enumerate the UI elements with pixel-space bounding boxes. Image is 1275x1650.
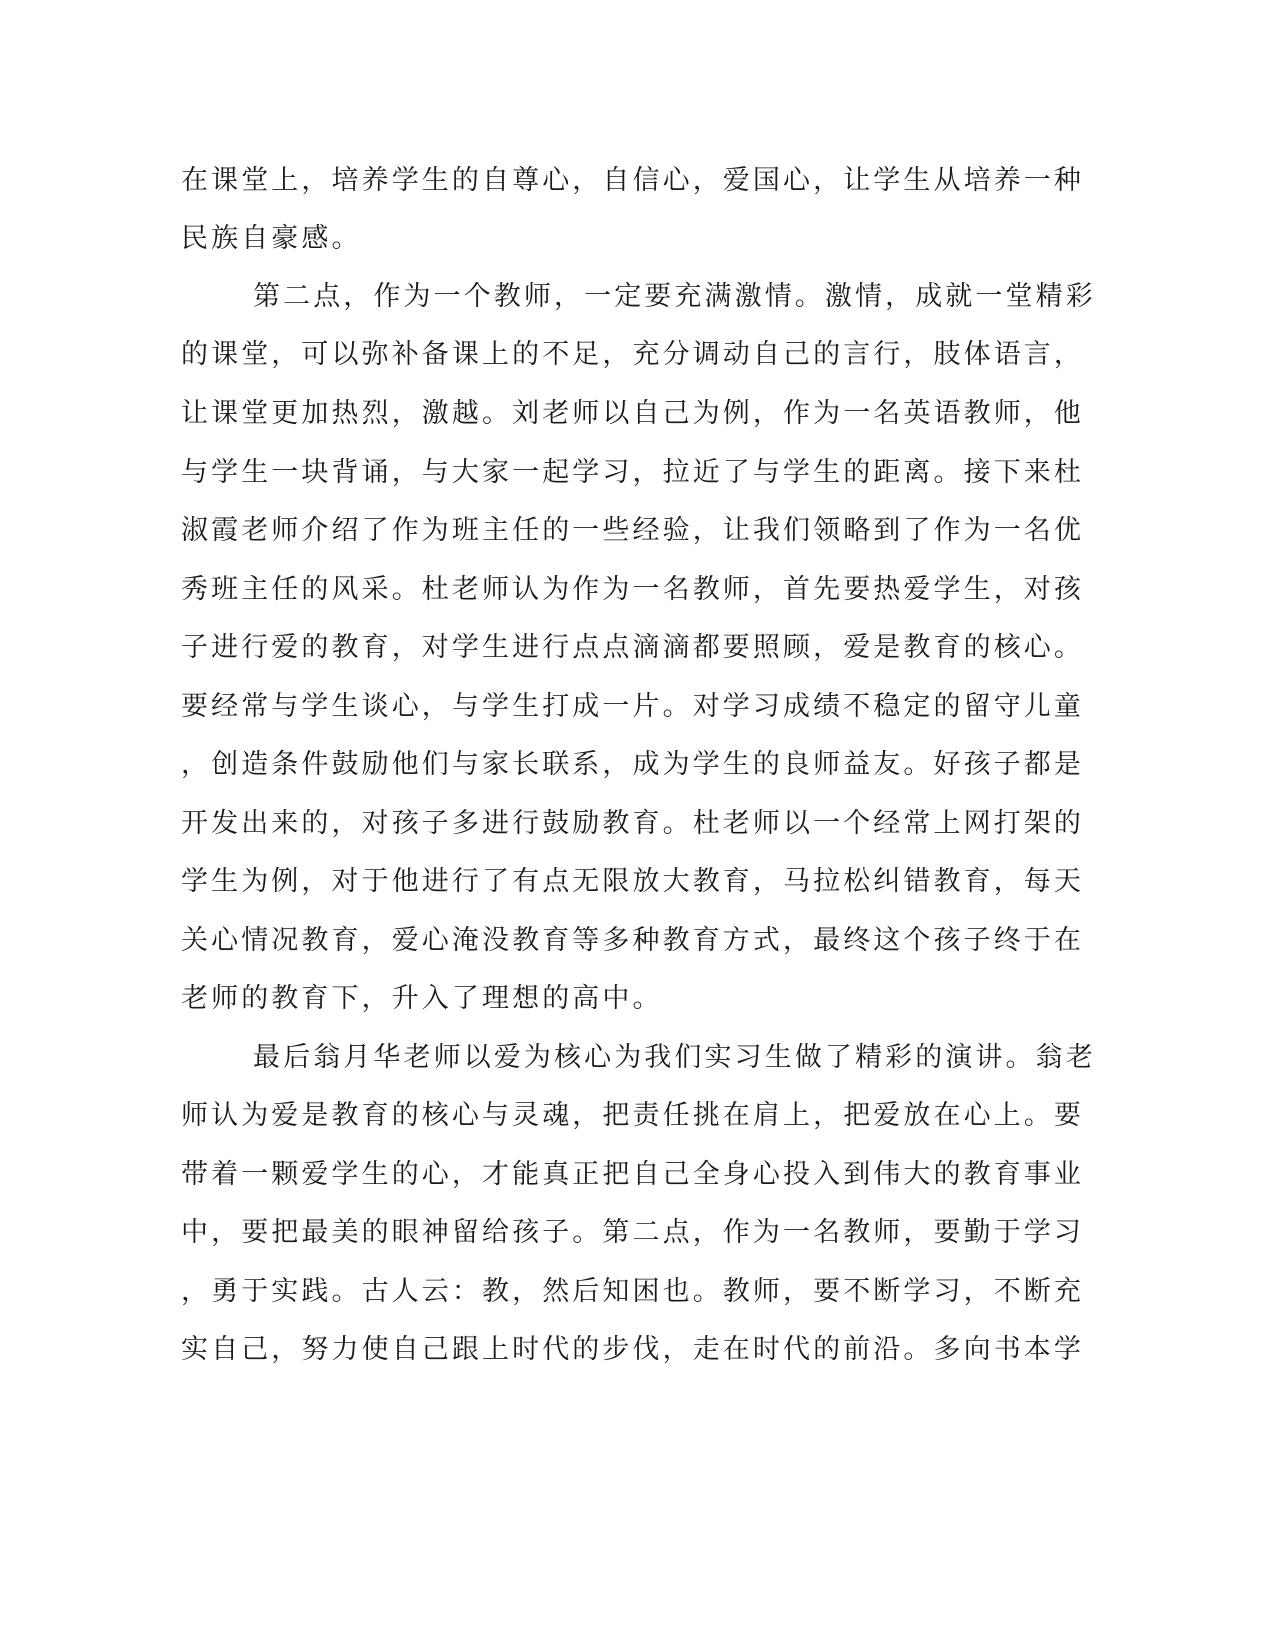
text-line: 老师的教育下，升入了理想的高中。	[181, 983, 663, 1014]
text-line: 秀班主任的风采。杜老师认为作为一名教师，首先要热爱学生，对孩	[181, 574, 1084, 605]
text-line: ，勇于实践。古人云：教，然后知困也。教师，要不断学习，不断充	[181, 1276, 1084, 1307]
text-line: 子进行爱的教育，对学生进行点点滴滴都要照顾，爱是教育的核心。	[181, 632, 1084, 663]
text-line: 民族自豪感。	[181, 223, 362, 254]
text-line: 实自己，努力使自己跟上时代的步伐，走在时代的前沿。多向书本学	[181, 1334, 1084, 1365]
text-line: 师认为爱是教育的核心与灵魂，把责任挑在肩上，把爱放在心上。要	[181, 1100, 1084, 1131]
paragraph-first-line: 最后翁月华老师以爱为核心为我们实习生做了精彩的演讲。翁老	[253, 1042, 1096, 1073]
text-line: 与学生一块背诵，与大家一起学习，拉近了与学生的距离。接下来杜	[181, 457, 1084, 488]
text-line: 要经常与学生谈心，与学生打成一片。对学习成绩不稳定的留守儿童	[181, 691, 1084, 722]
text-line: 让课堂更加热烈，激越。刘老师以自己为例，作为一名英语教师，他	[181, 398, 1084, 429]
text-line: 带着一颗爱学生的心，才能真正把自己全身心投入到伟大的教育事业	[181, 1159, 1084, 1190]
text-line: 关心情况教育，爱心淹没教育等多种教育方式，最终这个孩子终于在	[181, 925, 1084, 956]
paragraph-first-line: 第二点，作为一个教师，一定要充满激情。激情，成就一堂精彩	[253, 281, 1096, 312]
text-line: 开发出来的，对孩子多进行鼓励教育。杜老师以一个经常上网打架的	[181, 808, 1084, 839]
text-line: 的课堂，可以弥补备课上的不足，充分调动自己的言行，肢体语言，	[181, 339, 1084, 370]
text-line: 在课堂上，培养学生的自尊心，自信心，爱国心，让学生从培养一种	[181, 165, 1084, 196]
text-line: 淑霞老师介绍了作为班主任的一些经验，让我们领略到了作为一名优	[181, 515, 1084, 546]
text-line: 学生为例，对于他进行了有点无限放大教育，马拉松纠错教育，每天	[181, 866, 1084, 897]
text-line: 中，要把最美的眼神留给孩子。第二点，作为一名教师，要勤于学习	[181, 1217, 1084, 1248]
text-line: ，创造条件鼓励他们与家长联系，成为学生的良师益友。好孩子都是	[181, 749, 1084, 780]
